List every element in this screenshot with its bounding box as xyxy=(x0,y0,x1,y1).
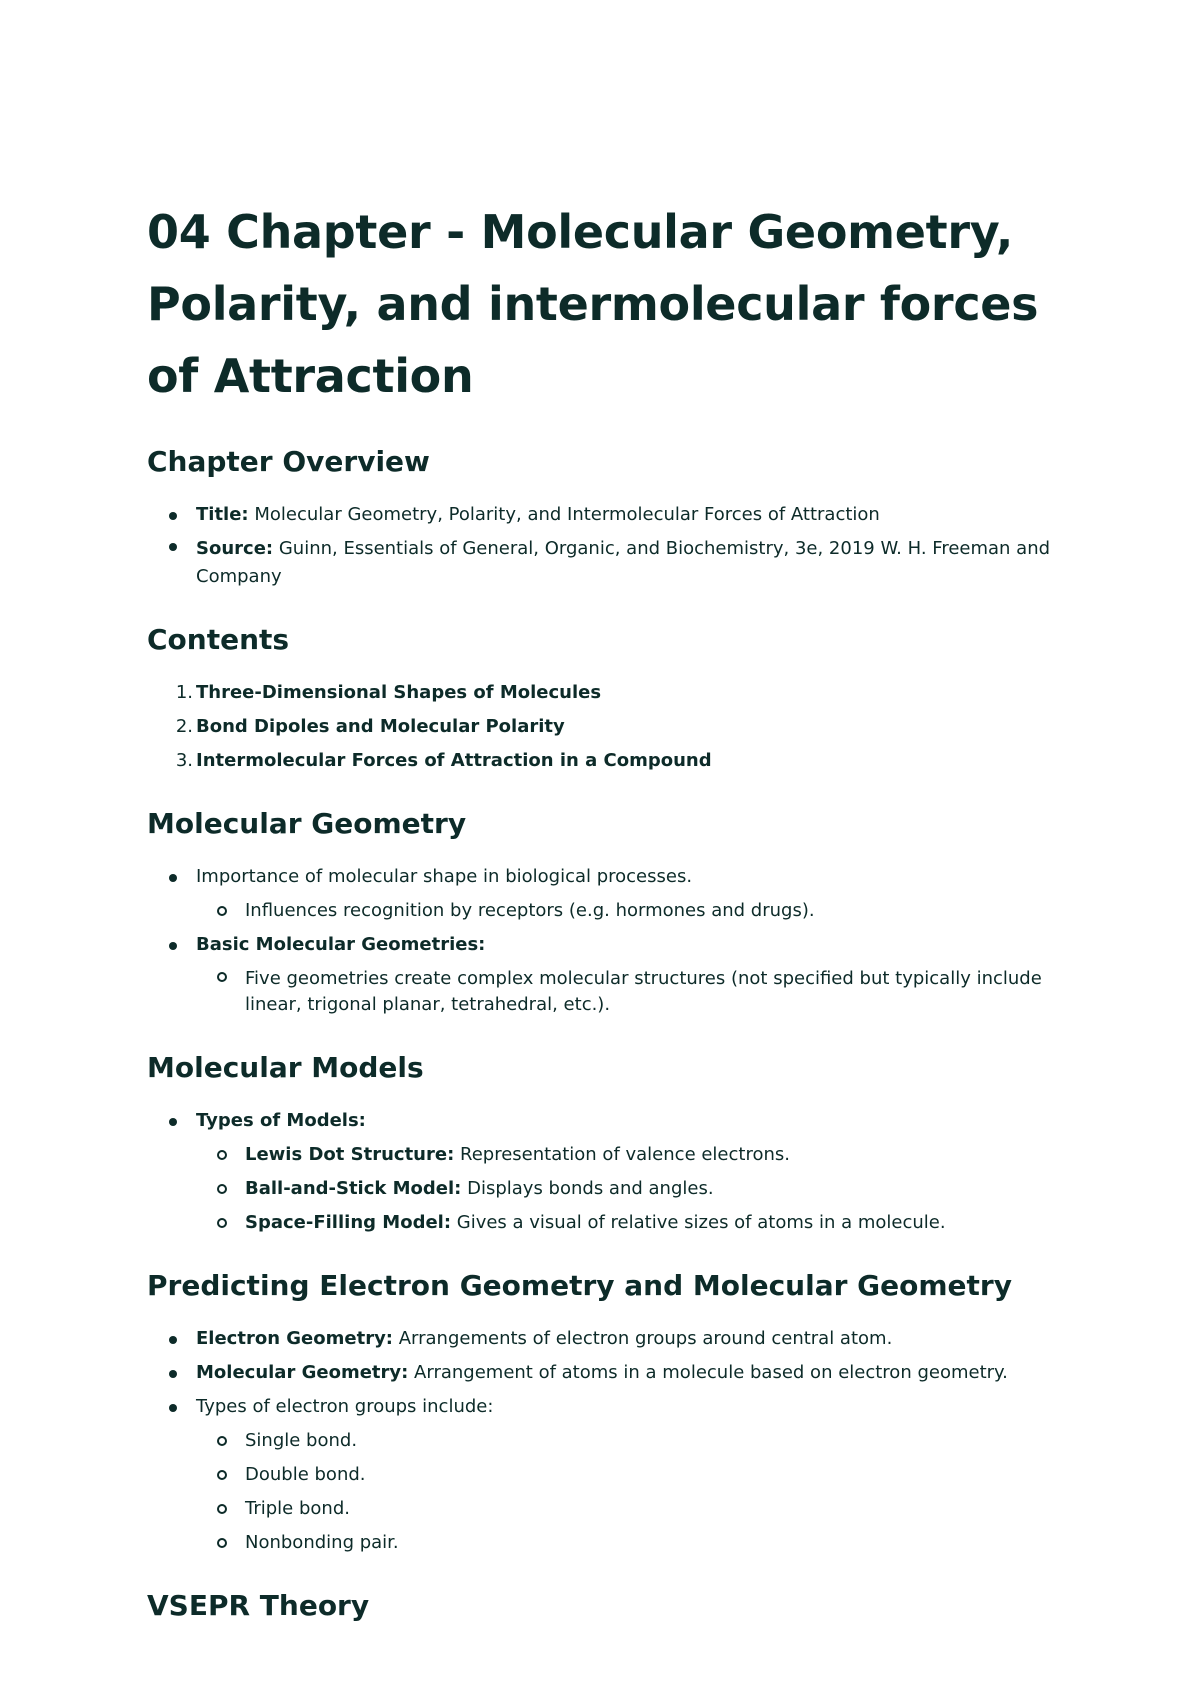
sub-list-item xyxy=(147,1172,1067,1206)
circle-bullet-icon xyxy=(217,1436,227,1446)
sub-list-item xyxy=(147,1138,1067,1172)
circle-bullet-icon xyxy=(217,906,227,916)
circle-bullet-icon xyxy=(217,1504,227,1514)
list-item xyxy=(147,860,1067,894)
item-text: Single bond. xyxy=(245,1430,358,1451)
item-text: Three-Dimensional Shapes of Molecules xyxy=(196,682,602,703)
list-item xyxy=(147,532,1067,594)
item-label: Source: xyxy=(196,538,274,559)
list-item xyxy=(147,928,1067,962)
item-text: Representation of valence electrons. xyxy=(454,1144,790,1165)
circle-bullet-icon xyxy=(217,972,227,982)
section-heading-models: Molecular Models xyxy=(147,1051,424,1084)
section-heading-geometry: Molecular Geometry xyxy=(147,807,467,840)
item-text: Displays bonds and angles. xyxy=(461,1178,714,1199)
predicting-list xyxy=(147,1322,1067,1560)
item-text: Five geometries create complex molecular structures (not specified but typically include linear, trigonal planar, tetrahedral, etc.). xyxy=(245,968,1042,1015)
overview-list xyxy=(147,498,1067,594)
circle-bullet-icon xyxy=(217,1470,227,1480)
item-label: Molecular Geometry: xyxy=(196,1362,409,1383)
geometry-list xyxy=(147,860,1067,1022)
sub-list-item xyxy=(147,1206,1067,1240)
item-text: Types of electron groups include: xyxy=(196,1396,494,1417)
circle-bullet-icon xyxy=(217,1150,227,1160)
item-text: Gives a visual of relative sizes of atoms in a molecule. xyxy=(451,1212,946,1233)
section-heading-predicting: Predicting Electron Geometry and Molecular Geometry xyxy=(147,1269,1012,1302)
list-item xyxy=(147,710,1067,744)
document-content xyxy=(147,196,1067,1626)
item-text: Molecular Geometry, Polarity, and Intermolecular Forces of Attraction xyxy=(248,504,880,525)
page-title: 04 Chapter - Molecular Geometry, Polarity, and intermolecular forces of Attraction xyxy=(147,205,1039,403)
section-heading-overview: Chapter Overview xyxy=(147,445,430,478)
bullet-icon xyxy=(169,874,177,882)
item-label: Ball-and-Stick Model: xyxy=(245,1178,462,1199)
sub-list-item xyxy=(147,962,1067,1022)
item-text: Guinn, Essentials of General, Organic, and Biochemistry, 3e, 2019 W. H. Freeman and Company xyxy=(196,538,1051,587)
item-label: Lewis Dot Structure: xyxy=(245,1144,455,1165)
list-item xyxy=(147,744,1067,778)
list-item xyxy=(147,1322,1067,1356)
bullet-icon xyxy=(169,543,177,551)
bullet-icon xyxy=(169,942,177,950)
item-label: Electron Geometry: xyxy=(196,1328,393,1349)
item-number: 2. xyxy=(175,716,193,737)
sub-list-item xyxy=(147,894,1067,928)
sub-list-item xyxy=(147,1492,1067,1526)
item-number: 3. xyxy=(175,750,193,771)
circle-bullet-icon xyxy=(217,1218,227,1228)
item-text: Bond Dipoles and Molecular Polarity xyxy=(196,716,565,737)
item-label: Basic Molecular Geometries: xyxy=(196,934,486,955)
item-label: Space-Filling Model: xyxy=(245,1212,452,1233)
bullet-icon xyxy=(169,1404,177,1412)
item-label: Title: xyxy=(196,504,249,525)
item-text: Importance of molecular shape in biological processes. xyxy=(196,866,693,887)
sub-list-item xyxy=(147,1526,1067,1560)
bullet-icon xyxy=(169,1370,177,1378)
bullet-icon xyxy=(169,512,177,520)
item-number: 1. xyxy=(175,682,193,703)
sub-list-item xyxy=(147,1458,1067,1492)
list-item xyxy=(147,676,1067,710)
bullet-icon xyxy=(169,1118,177,1126)
sub-list-item xyxy=(147,1424,1067,1458)
section-heading-vsepr: VSEPR Theory xyxy=(147,1589,370,1622)
item-text: Triple bond. xyxy=(245,1498,350,1519)
item-label: Types of Models: xyxy=(196,1110,366,1131)
item-text: Double bond. xyxy=(245,1464,366,1485)
item-text: Influences recognition by receptors (e.g. hormones and drugs). xyxy=(245,900,815,921)
list-item xyxy=(147,1104,1067,1138)
section-heading-contents: Contents xyxy=(147,623,290,656)
item-text: Intermolecular Forces of Attraction in a Compound xyxy=(196,750,712,771)
models-list xyxy=(147,1104,1067,1240)
bullet-icon xyxy=(169,1336,177,1344)
contents-list xyxy=(147,676,1067,778)
list-item xyxy=(147,498,1067,532)
item-text: Nonbonding pair. xyxy=(245,1532,399,1553)
circle-bullet-icon xyxy=(217,1184,227,1194)
list-item xyxy=(147,1356,1067,1390)
list-item xyxy=(147,1390,1067,1424)
circle-bullet-icon xyxy=(217,1538,227,1548)
item-text: Arrangement of atoms in a molecule based on electron geometry. xyxy=(408,1362,1008,1383)
item-text: Arrangements of electron groups around central atom. xyxy=(393,1328,893,1349)
